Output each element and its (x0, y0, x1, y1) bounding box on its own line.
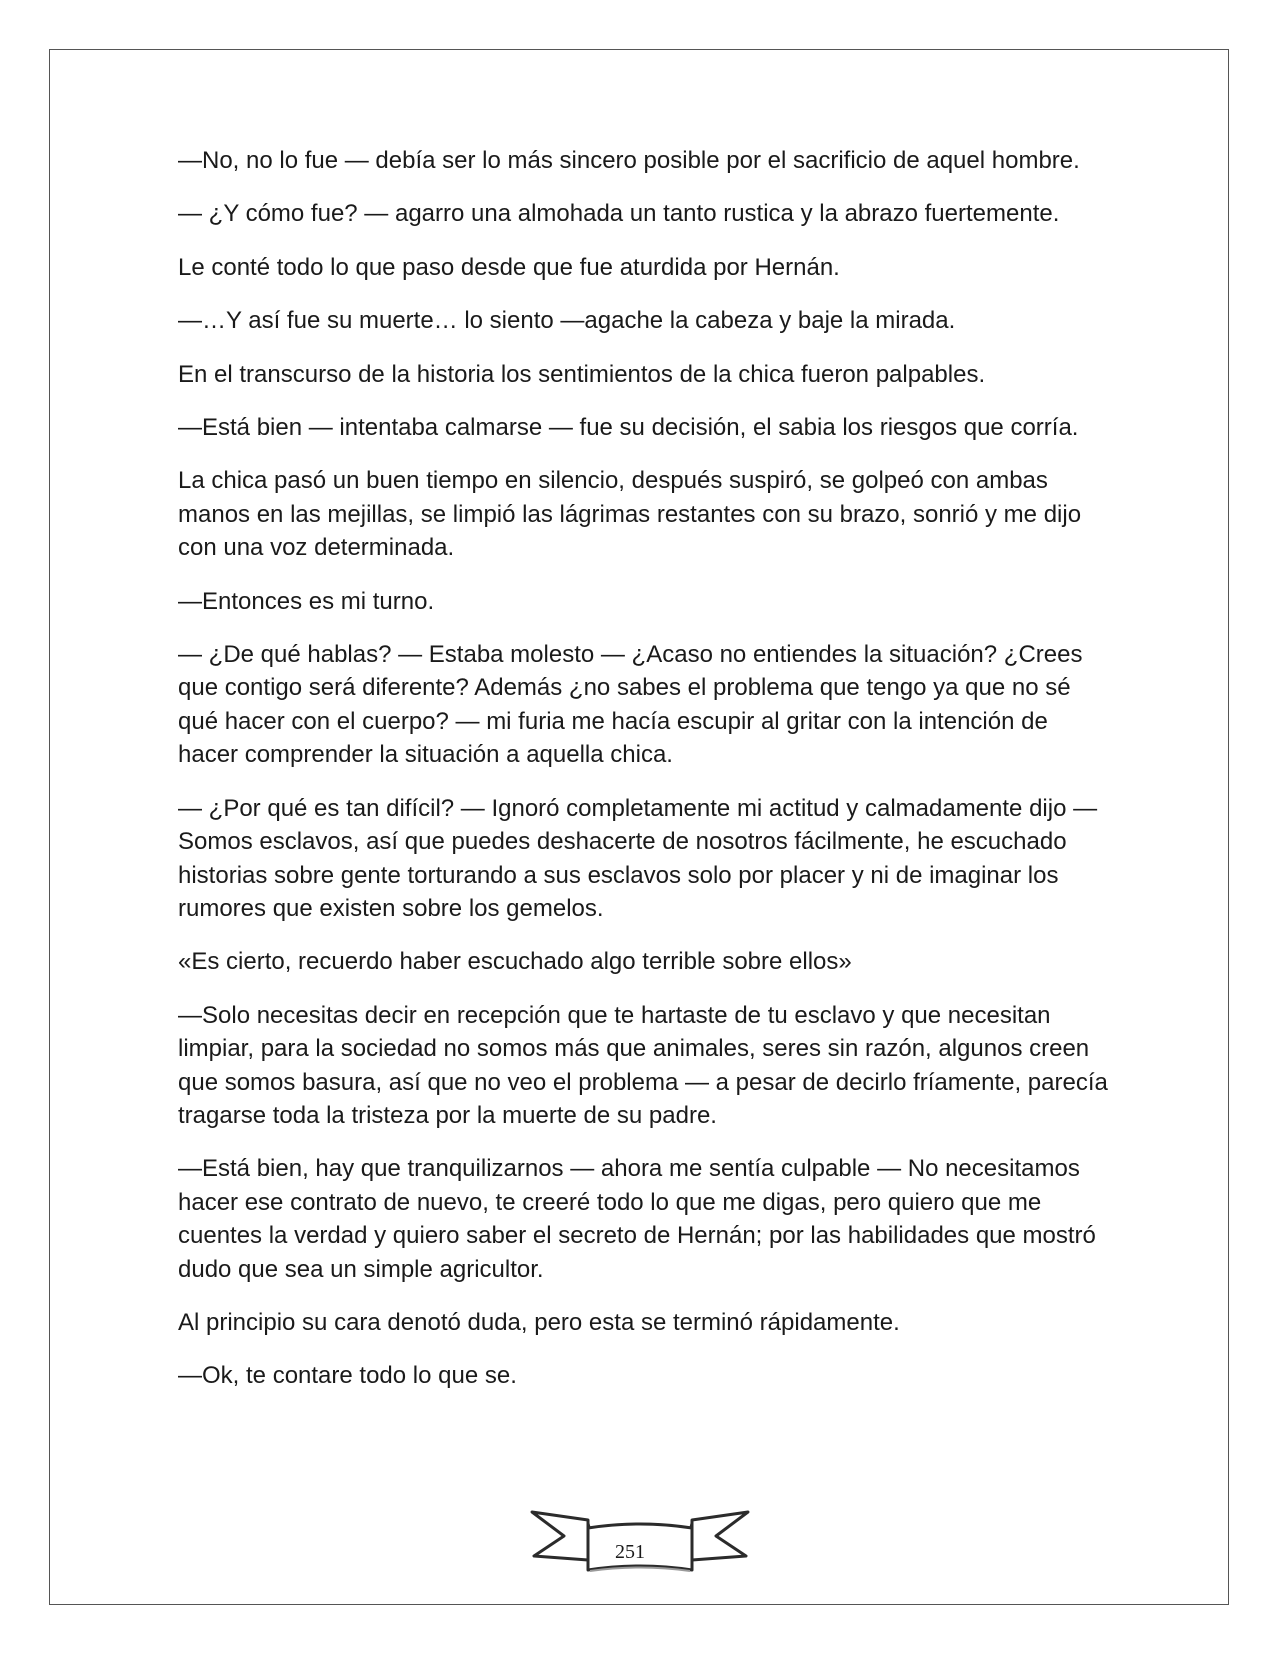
paragraph: Le conté todo lo que paso desde que fue aturdida por Hernán. (178, 253, 840, 281)
paragraph: —Ok, te contare todo lo que se. (178, 1362, 517, 1390)
paragraph: La chica pasó un buen tiempo en silencio, después suspiró, se golpeó con ambas manos en las mejillas, se limpió las lágrimas restantes con su brazo, sonrió y me dijo con una voz determinada. (178, 467, 1082, 562)
body-text (178, 144, 1113, 1413)
paragraph: —No, no lo fue — debía ser lo más sincero posible por el sacrificio de aquel hombre. (178, 147, 1080, 174)
paragraph: —Está bien, hay que tranquilizarnos — ahora me sentía culpable — No necesitamos hacer ese contrato de nuevo, te creeré todo lo que me digas, pero quiero que me cuentes la verdad y quiero saber el secreto de Hernán; por las habilidades que mostró dudo que sea un simple agricultor. (178, 1155, 1096, 1283)
paragraph: —Solo necesitas decir en recepción que te hartaste de tu esclavo y que necesitan limpiar, para la sociedad no somos más que animales, seres sin razón, algunos creen que somos basura, así que no veo el problema — a pesar de decirlo fríamente, parecía tragarse toda la tristeza por la muerte de su padre. (178, 1001, 1108, 1129)
paragraph: —Está bien — intentaba calmarse — fue su decisión, el sabia los riesgos que corría. (178, 414, 1079, 442)
page-number: 251 (615, 1541, 645, 1563)
paragraph: Al principio su cara denotó duda, pero esta se terminó rápidamente. (178, 1308, 900, 1336)
paragraph: —Entonces es mi turno. (178, 587, 435, 615)
paragraph: «Es cierto, recuerdo haber escuchado algo terrible sobre ellos» (178, 948, 852, 976)
paragraph: — ¿Y cómo fue? — agarro una almohada un tanto rustica y la abrazo fuertemente. (178, 200, 1060, 228)
paragraph: — ¿De qué hablas? — Estaba molesto — ¿Acaso no entiendes la situación? ¿Crees que contigo será diferente? Además ¿no sabes el problema que tengo ya que no sé qué hacer con el cuerpo? — mi furia me hacía escupir al gritar con la intención de hacer comprender la situación a aquella chica. (178, 641, 1083, 769)
paragraph: En el transcurso de la historia los sentimientos de la chica fueron palpables. (178, 360, 986, 388)
paragraph: — ¿Por qué es tan difícil? — Ignoró completamente mi actitud y calmadamente dijo — Somos esclavos, así que puedes deshacerte de nosotros fácilmente, he escuchado historias sobre gente torturando a sus esclavos solo por placer y ni de imaginar los rumores que existen sobre los gemelos. (178, 794, 1098, 922)
paragraph: —…Y así fue su muerte… lo siento —agache la cabeza y baje la mirada. (178, 307, 956, 335)
